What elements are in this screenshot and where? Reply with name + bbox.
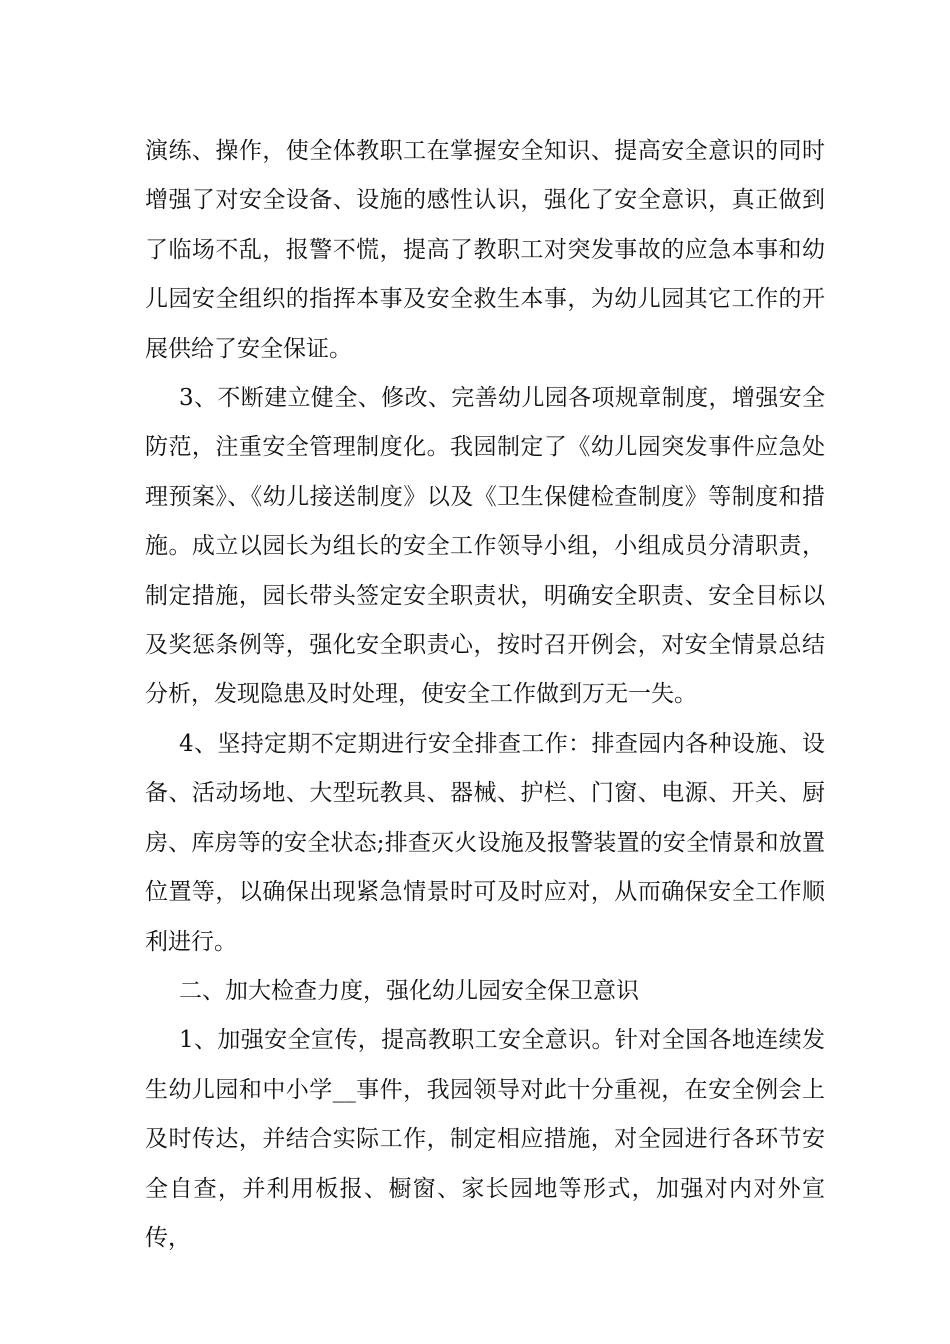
section-heading-2: 二、加大检查力度，强化幼儿园安全保卫意识 [179, 977, 639, 1004]
document-body [145, 127, 825, 1263]
paragraph-continuation: 演练、操作，使全体教职工在掌握安全知识、提高安全意识的同时增强了对安全设备、设施的感性认识，强化了安全意识，真正做到了临场不乱，报警不慌，提高了教职工对突发事故的应急本事和幼儿园安全组织的指挥本事及安全救生本事，为幼儿园其它工作的开展供给了安全保证。 [145, 138, 825, 362]
paragraph-item-3: 3、不断建立健全、修改、完善幼儿园各项规章制度，增强安全防范，注重安全管理制度化。我园制定了《幼儿园突发事件应急处理预案》、《幼儿接送制度》以及《卫生保健检查制度》等制度和措施。成立以园长为组长的安全工作领导小组，小组成员分清职责，制定措施，园长带头签定安全职责状，明确安全职责、安全目标以及奖惩条例等，强化安全职责心，按时召开例会，对安全情景总结分析，发现隐患及时处理，使安全工作做到万无一失。 [145, 385, 825, 708]
paragraph-item-4: 4、坚持定期不定期进行安全排查工作：排查园内各种设施、设备、活动场地、大型玩教具、器械、护栏、门窗、电源、开关、厨房、库房等的安全状态;排查灭火设施及报警装置的安全情景和放置位置等，以确保出现紧急情景时可及时应对，从而确保安全工作顺利进行。 [145, 730, 825, 955]
paragraph-item-1: 1、加强安全宣传，提高教职工安全意识。针对全国各地连续发生幼儿园和中小学__事件，我园领导对此十分重视，在安全例会上及时传达，并结合实际工作，制定相应措施，对全园进行各环节安全自查，并利用板报、橱窗、家长园地等形式，加强对内对外宣传， [145, 1027, 825, 1251]
